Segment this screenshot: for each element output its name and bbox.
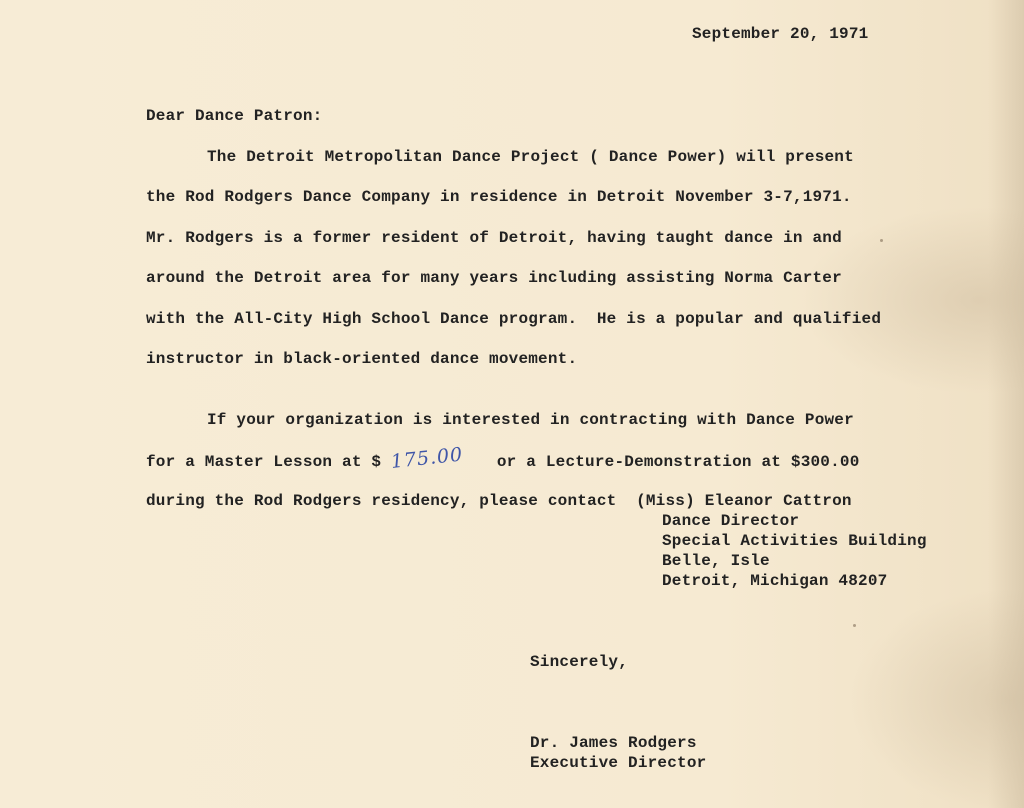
paragraph1-line: instructor in black-oriented dance movement. <box>146 350 578 368</box>
contact-address-line: Dance Director <box>662 512 800 530</box>
paper-speck <box>880 239 883 242</box>
signature-title: Executive Director <box>530 754 707 772</box>
paragraph1-line: the Rod Rodgers Dance Company in residence in Detroit November 3-7,1971. <box>146 188 852 206</box>
closing: Sincerely, <box>530 653 629 671</box>
paragraph1-line: with the All-City High School Dance program. He is a popular and qualified <box>146 310 882 328</box>
contact-address-line: Special Activities Building <box>662 532 927 550</box>
paragraph2-line-pricing <box>146 443 860 473</box>
paragraph2-line: If your organization is interested in contracting with Dance Power <box>207 411 854 429</box>
paragraph1-line: Mr. Rodgers is a former resident of Detroit, having taught dance in and <box>146 229 842 247</box>
paragraph2-line: during the Rod Rodgers residency, please contact (Miss) Eleanor Cattron <box>146 492 852 510</box>
paragraph1-line: The Detroit Metropolitan Dance Project ( Dance Power) will present <box>207 148 854 166</box>
salutation: Dear Dance Patron: <box>146 107 323 125</box>
paper-speck <box>853 624 856 627</box>
pricing-suffix: or a Lecture-Demonstration at $300.00 <box>487 453 860 471</box>
contact-address-line: Belle, Isle <box>662 552 770 570</box>
pricing-prefix: for a Master Lesson at $ <box>146 453 392 471</box>
signature-name: Dr. James Rodgers <box>530 734 697 752</box>
contact-address-line: Detroit, Michigan 48207 <box>662 572 888 590</box>
letter-date: September 20, 1971 <box>692 25 869 43</box>
paper-edge-shadow <box>988 0 1024 808</box>
handwritten-amount: 175.00 <box>389 443 465 473</box>
paragraph1-line: around the Detroit area for many years including assisting Norma Carter <box>146 269 842 287</box>
